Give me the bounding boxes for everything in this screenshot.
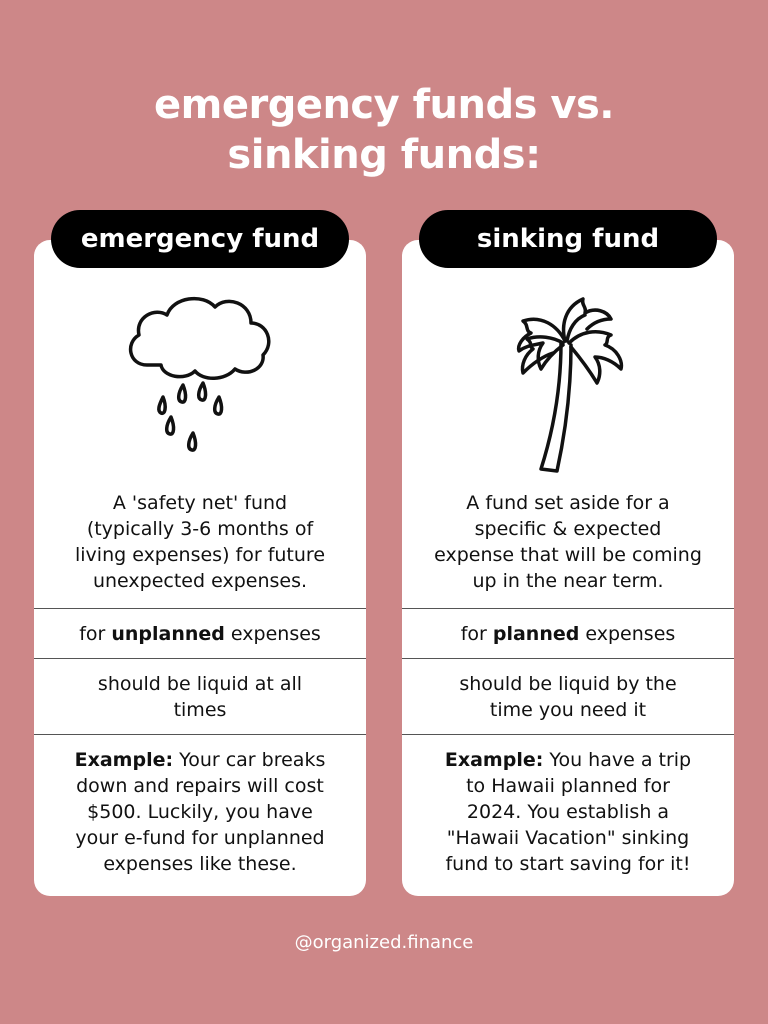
sinking-fund-example-row: Example: You have a trip to Hawaii planned for 2024. You establish a "Hawaii Vacation" sinking fund to start saving for it! [402, 734, 734, 896]
emergency-fund-example-row: Example: Your car breaks down and repairs will cost $500. Luckily, you have your e-fund for unplanned expenses like these. [34, 734, 366, 896]
emergency-fund-planning-row: for unplanned expenses [34, 608, 366, 659]
emergency-fund-liquidity-row: should be liquid at all times [34, 658, 366, 735]
emergency-fund-description: A 'safety net' fund (typically 3-6 months of living expenses) for future unexpected expenses. [74, 492, 326, 592]
sinking-fund-description: A fund set aside for a specific & expected expense that will be coming up in the near term. [434, 492, 702, 592]
emergency-fund-card [34, 240, 366, 896]
palm-tree-icon [402, 285, 734, 525]
sinking-fund-liquidity-row: should be liquid by the time you need it [402, 658, 734, 735]
emergency-fund-label: emergency fund [51, 210, 349, 268]
social-handle: @organized.finance [294, 932, 474, 953]
sinking-fund-label: sinking fund [419, 210, 717, 268]
page-title [0, 80, 768, 180]
example-label: Example: [444, 749, 544, 771]
title-line-2: sinking funds: [227, 132, 541, 178]
title-line-1: emergency funds vs. [154, 82, 614, 128]
rain-cloud-icon [34, 285, 366, 525]
sinking-fund-card [402, 240, 734, 896]
sinking-fund-planning-row: for planned expenses [402, 608, 734, 659]
example-label: Example: [74, 749, 174, 771]
